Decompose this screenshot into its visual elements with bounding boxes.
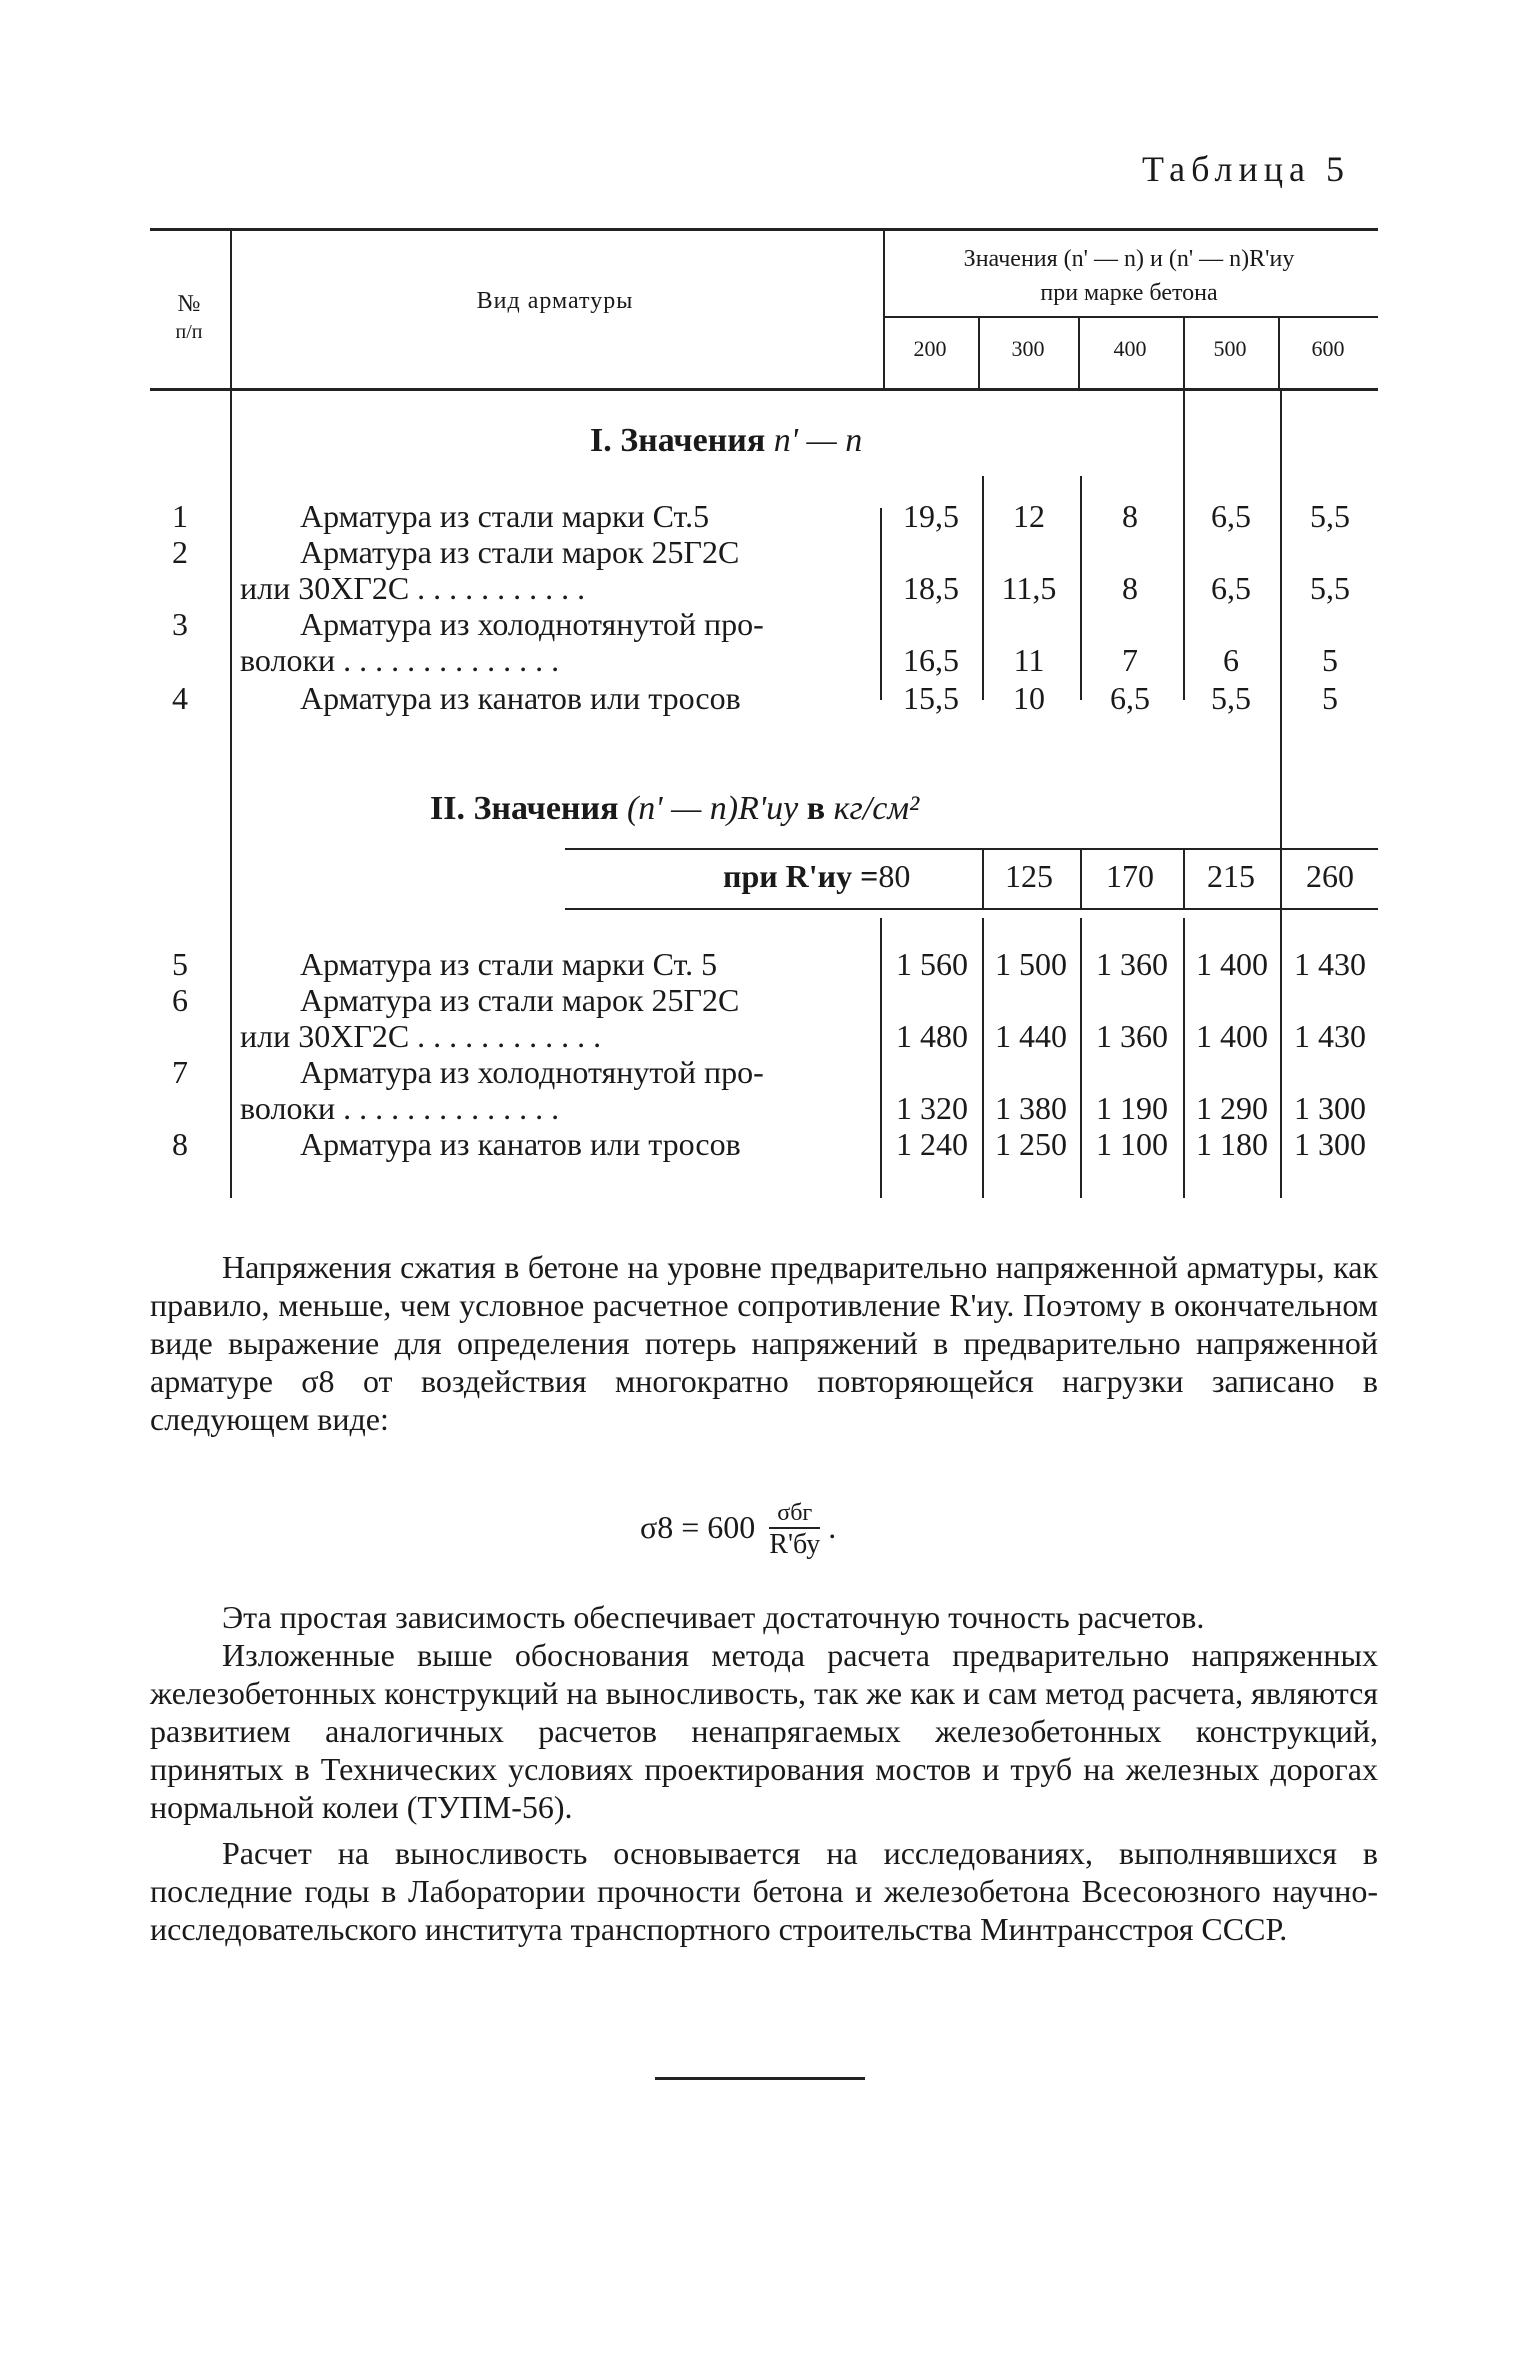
value-cell: 1 180 [1196,1126,1268,1162]
brand-400: 400 [1113,336,1147,361]
value-cell: 18,5 [903,570,959,606]
value-cell: 1 440 [995,1018,1067,1054]
end-rule [655,2077,865,2080]
brand-header-rule [883,316,1378,318]
row-number: 3 [172,606,188,642]
value-cell: 10 [1013,680,1045,716]
value-cell: 5 [1322,642,1338,678]
header-col-divider [1278,316,1280,388]
paragraph: Эта простая зависимость обеспечивает достаточную точность расчетов. [222,1599,1205,1635]
row-number: 2 [172,534,188,570]
value-cell: 1 360 [1096,946,1168,982]
section-1-title: I. Значения n' — n [590,422,863,459]
r-row-top-rule [565,848,1378,850]
r-label: при R'иу =80 [723,858,911,894]
row-label: или 30ХГ2С . . . . . . . . . . . [240,570,586,606]
value-cell: 19,5 [903,498,959,534]
formula: σ8 = 600 σбг R'бу . [640,1500,837,1560]
value-cell: 1 300 [1294,1090,1366,1126]
row-label: Арматура из стали марок 25Г2С [300,534,740,570]
row-label: Арматура из канатов или тросов [300,1126,741,1162]
value-cell: 15,5 [903,680,959,716]
value-cell: 1 430 [1294,946,1366,982]
value-cell: 12 [1013,498,1045,534]
row-label: или 30ХГ2С . . . . . . . . . . . . [240,1018,602,1054]
table-top-rule [150,228,1378,231]
header-col-divider [1078,316,1080,388]
body-text-2 [150,1598,1378,1948]
r-value: 215 [1207,858,1255,894]
value-cell: 8 [1122,570,1138,606]
r-value: 170 [1106,858,1154,894]
value-cell: 6,5 [1211,498,1251,534]
value-cell: 5,5 [1310,498,1350,534]
row-label: волоки . . . . . . . . . . . . . . [240,642,560,678]
value-cell: 1 290 [1196,1090,1268,1126]
value-cell: 1 250 [995,1126,1067,1162]
brand-200: 200 [913,336,947,361]
row-label: Арматура из холоднотянутой про- [300,606,764,642]
value-cell: 1 300 [1294,1126,1366,1162]
paragraph: Напряжения сжатия в бетоне на уровне предварительно напряженной арматуры, как правило, меньше, чем условное расчетное сопротивление R'иу. Поэтому в окончательном виде выражение для определения потерь напряжений в предварительно напряженной арматуре σ8 от воздействия многократно повторяющейся нагрузки записано в следующем виде: [150,1249,1378,1437]
header-number: № п/п [175,291,203,343]
paragraph: Расчет на выносливость основывается на исследованиях, выполнявшихся в последние годы в Лаборатории прочности бетона и железобетона Всесоюзного научно-исследовательского института транспортного строительства Минтрансстроя СССР. [150,1835,1378,1947]
value-cell: 1 360 [1096,1018,1168,1054]
value-cell: 5,5 [1310,570,1350,606]
header-col-divider [978,316,980,388]
value-cell: 1 500 [995,946,1067,982]
section-2-title: II. Значения (n' — n)R'иу в кг/см² [430,790,920,827]
row-label: Арматура из стали марок 25Г2С [300,982,740,1018]
header-bottom-rule [150,388,1378,391]
body-text [150,1248,1378,1438]
value-cell: 1 430 [1294,1018,1366,1054]
value-cell: 16,5 [903,642,959,678]
paragraph: Изложенные выше обоснования метода расчета предварительно напряженных железобетонных конструкций на выносливость, так же как и сам метод расчета, являются развитием аналогичных расчетов ненапрягаемых железобетонных конструкций, принятых в Технических условиях проектирования мостов и труб на железных дорогах нормальной колеи (ТУПМ-56). [150,1637,1378,1825]
value-cell: 5 [1322,680,1338,716]
brand-600: 600 [1311,336,1345,361]
row-label: Арматура из стали марки Ст.5 [300,498,710,534]
row-label: Арматура из канатов или тросов [300,680,741,716]
row-number: 5 [172,946,188,982]
value-cell: 1 380 [995,1090,1067,1126]
header-kind: Вид арматуры [476,288,634,314]
header-values: Значения (n' — n) и (n' — n)R'иу при марке бетона [963,246,1295,306]
col-divider-number [230,388,232,1198]
value-cell: 6,5 [1211,570,1251,606]
value-cell: 7 [1122,642,1138,678]
value-cell: 1 400 [1196,1018,1268,1054]
table-caption: Таблица 5 [1142,149,1350,189]
value-cell: 1 320 [896,1090,968,1126]
row-label: Арматура из холоднотянутой про- [300,1054,764,1090]
r-value: 125 [1005,858,1053,894]
value-cell: 5,5 [1211,680,1251,716]
col-divider [982,848,984,908]
row-number: 4 [172,680,188,716]
data-table [150,228,1378,1198]
value-cell: 11 [1013,642,1045,678]
value-cell: 11,5 [1001,570,1057,606]
row-number: 1 [172,498,188,534]
value-cell: 6,5 [1110,680,1150,716]
value-cell: 1 400 [1196,946,1268,982]
row-number: 6 [172,982,188,1018]
row-number: 8 [172,1126,188,1162]
r-value: 260 [1306,858,1354,894]
value-cell: 1 240 [896,1126,968,1162]
value-cell: 1 480 [896,1018,968,1054]
value-cell: 1 560 [896,946,968,982]
r-row-bottom-rule [565,908,1378,910]
value-cell: 8 [1122,498,1138,534]
value-cell: 1 100 [1096,1126,1168,1162]
brand-300: 300 [1011,336,1045,361]
col-divider [1183,848,1185,908]
brand-500: 500 [1213,336,1247,361]
row-label: волоки . . . . . . . . . . . . . . [240,1090,560,1126]
row-number: 7 [172,1054,188,1090]
row-label: Арматура из стали марки Ст. 5 [300,946,718,982]
value-cell: 6 [1223,642,1239,678]
value-cell: 1 190 [1096,1090,1168,1126]
col-divider [1080,848,1082,908]
